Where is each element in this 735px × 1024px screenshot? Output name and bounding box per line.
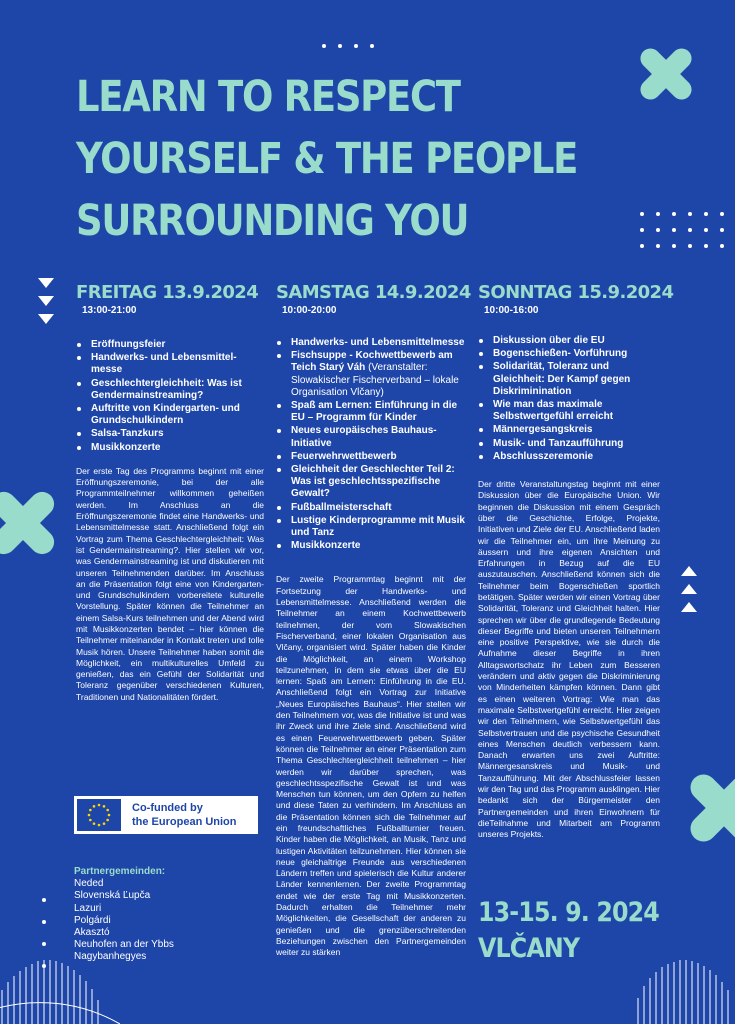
partner-item: Nagybanhegyes [74,951,147,963]
circle-lines-icon-bottom-right [632,930,735,1024]
title-line-3: SURROUNDING YOU [76,196,469,246]
program-item: Solidarität, Toleranz und Gleichheit: Der Kampf gegen Diskriminination [478,361,660,398]
eu-star-icon [89,819,92,822]
partner-item: Slovenská Ľupča [74,890,151,902]
program-item: Fußballmeisterschaft [276,502,466,514]
program-item: Abschlusszeremonie [478,451,660,463]
day-time: 10:00-20:00 [282,305,337,316]
day-column-sunday [478,282,674,841]
eu-star-icon [93,822,96,825]
program-item: Bogenschießen- Vorführung [478,348,660,360]
eu-flag-icon [77,799,121,831]
program-list [276,337,466,552]
eu-star-icon [98,804,101,807]
program-item: Musik- und Tanzaufführung [478,438,660,450]
event-place: VLČANY [478,933,580,964]
partner-municipalities [74,866,174,964]
x-cross-icon-top-right [636,44,696,104]
day-description: Der erste Tag des Programms beginnt mit einer Eröffnungszeremonie, bei der alle Programmteilnehmer willkommen geheißen werden. Im Anschluss an die Eröffnungszeremonie findet eine Handwerks- und Lebensmittelmesse statt. Anschließend folgt ein Vortrag zum Thema Geschlechtergleichheit: Was ist Gendermainstreaming?. Hier stellen wir vor, was Gendermainstreaming ist und diskutieren mit unseren Teilnehmenden darüber. Im Anschluss an die Präsentation folgt eine von Kindergarten- und Grundschulkindern vorbereitete kulturelle Vorstellung. Später können die Teilnehmer an einem Salsa-Kurs teilnehmen und der Abend wird mit Musikkonzerten bendet – hier können die Teilnehmer miteinander in Kontakt treten und tolle Musik hören. Unsere Teilnehmer haben somit die Möglichkeit, ein multikulturelles Umfeld zu genießen, das ein Gefühl der Solidarität und Toleranz gegenüber verschiedenen Kulturen, Traditionen und Nationalitäten fördert. [76,465,264,702]
x-cross-icon-left [0,486,60,560]
partners-list [74,878,174,963]
program-list [478,335,660,463]
program-list [76,339,264,454]
program-item: Eröffnungsfeier [76,339,264,351]
program-item: Neues europäisches Bauhaus- Initiative [276,425,466,449]
program-item: Auftritte von Kindergarten- und Grundschulkindern [76,403,264,427]
day-heading: SONNTAG 15.9.2024 [478,282,674,303]
day-description: Der dritte Veranstaltungstag beginnt mit einer Diskussion über die Europäische Union. Wir beginnen die Diskussion mit einem Gespräch über die Geschichte, Erfolge, Projekte, Initiativen und Ziele der EU. Anschließend laden wir die Teilnehmer ein, um ihre Meinung zu äussern und ihre eigenen Ansichten und Erfahrungen in Bezug auf die EU auszutauschen. Anschließend können sich die Teilnehmer beim Bogenschießen sportlich betätigen. Später werden wir einen Vortrag über Solidarität, Toleranz und Gleichheit halten. Hier sprechen wir über die grundlegende Bedeutung dieser Begriffe und bieten unseren Teilnehmern eine positive Perspektive, wie sie durch die Aufnahme dieser Begriffe in ihren Alltagswortschatz ihr Leben zum Besseren verändern und aktiv gegen die Diskriminierung von Minderheiten kämpfen können. Dann gibt es einen weiteren Vortrag: Wie man das maximale Selbstwertgefühl erreicht. Hier zeigen wir den Teilnehmern, wie Selbstwertgefühl das Selbstvertrauen und die psychische Gesundheit eines Menschen deutlich verbessern kann. Danach erwarten uns zwei Auftritte: Männergesanskreis und Musik- und Tanzaufführung. Mit der Abschlussfeier lassen wir den Tag und das Programm ausklingen. Hier bedankt sich der Bürgermeister den Partnergemeinden und ihren Einwohnern für dieTeilnahme und Mitarbeit am Programm unseres Projekts. [478,479,660,840]
partners-title: Partnergemeinden: [74,866,166,877]
program-item: Salsa-Tanzkurs [76,428,264,440]
day-heading: FREITAG 13.9.2024 [76,282,259,303]
title-line-2: YOURSELF & THE PEOPLE [76,134,578,184]
partner-item: Akasztó [74,927,110,939]
day-time: 10:00-16:00 [484,305,539,316]
eu-star-icon [89,809,92,812]
partner-item: Lazuri [74,902,102,914]
eu-star-icon [106,819,109,822]
partner-item: Neuhofen an der Ybbs [74,939,174,951]
eu-star-icon [98,824,101,827]
day-column-saturday [276,282,471,959]
program-item: Geschlechtergleichheit: Was ist Gendermainstreaming? [76,378,264,402]
dot-grid-icon-right [636,208,732,252]
event-dates: 13-15. 9. 2024 [478,897,659,928]
program-item: Diskussion über die EU [478,335,660,347]
poster-title [76,66,578,252]
program-item: Wie man das maximale Selbstwertgefühl erreicht [478,399,660,423]
program-item [276,350,466,399]
program-item: Musikkonzerte [76,442,264,454]
day-time: 13:00-21:00 [82,305,137,316]
program-item: Handwerks- und Lebensmittelmesse [276,337,466,349]
program-item: Männergesangskreis [478,424,660,436]
dot-row-top-icon [318,40,388,52]
program-item: Musikkonzerte [276,540,466,552]
eu-cofunded-logo [74,796,258,834]
program-item: Handwerks- und Lebensmittel-messe [76,352,264,376]
title-line-1: LEARN TO RESPECT [76,72,460,122]
eu-star-icon [106,809,109,812]
triangle-icon-left [37,276,55,328]
eu-star-icon [103,822,106,825]
x-cross-icon-right [684,768,735,848]
program-item: Lustige Kinderprogramme mit Musik und Tanz [276,515,466,539]
program-item-label: Fischsuppe - Kochwettbewerb am Teich Starý Váh [291,350,453,374]
day-heading: SAMSTAG 14.9.2024 [276,282,471,303]
eu-star-icon [103,805,106,808]
eu-logo-text [132,801,237,829]
eu-logo-line-1: Co-funded by [132,802,203,814]
eu-star-icon [93,805,96,808]
eu-star-icon [88,814,91,817]
program-item: Spaß am Lernen: Einführung in die EU – Programm für Kinder [276,400,466,424]
program-item: Gleichheit der Geschlechter Teil 2: Was ist geschlechtsspezifische Gewalt? [276,464,466,501]
partner-item: Neded [74,878,104,890]
eu-star-icon [108,814,111,817]
program-item: Feuerwehrwettbewerb [276,451,466,463]
day-column-friday [76,282,264,703]
program-item-note: (Veranstalter: Slowakischer Fischerverband – lokale Organisation Vlčany) [291,362,459,398]
eu-logo-line-2: the European Union [132,816,237,828]
partner-item: Polgárdi [74,914,111,926]
day-description: Der zweite Programmtag beginnt mit der Fortsetzung der Handwerks- und Lebensmittelmesse. Anschließend werden die Teilnehmer an einem Kochwettbewerb teilnehmen, der vom Slowakischen Fischerverband, einer lokalen Organisation aus Vlčany, organisiert wird. Später haben die Kinder die Möglichkeit, an einem Workshop teilzunehmen, in dem sie etwas über die EU lernen: Spaß am Lernen: Einführung in die EU. Anschließend folgt ein Vortrag zur Initiative „Neues Europäisches Bauhaus“. Hier stellen wir den Teilnehmern vor, was die Initiative ist und was ihr Zweck und ihre Ziele sind. Anschließend wird es einen Feuerwehrwettbewerb geben. Später können die Teilnehmer an einer Präsentation zum Thema Geschlechtergleichheit teilnehmen – hier werden wir darüber sprechen, was geschlechtsspezifische Gewalt ist und was Menschen tun können, um den Opfern zu helfen und diese Taten zu verhindern. Im Anschluss an die Präsentation können sich die Teilnehmer auf ein freundschaftliches Fußballturnier freuen. Kinder haben die Möglichkeit, an Musik, Tanz und lustigen Aktivitäten teilzunehmen. Hier können sie neue gleichaltrige Freunde aus verschiedenen Ländern treffen und spielerisch die Kultur anderer Länder kennenlernen. Der zweite Programmtag endet wie der erste Tag mit Musikkonzerten. Dadurch erhalten die Teilnehmer mehr Möglichkeiten, die Gesellschaft der anderen zu genießen und die grenzüberschreitenden Beziehungen zwischen den Partnergemeinden weiter zu stärken [276,574,466,958]
triangle-icon-right [680,564,698,616]
